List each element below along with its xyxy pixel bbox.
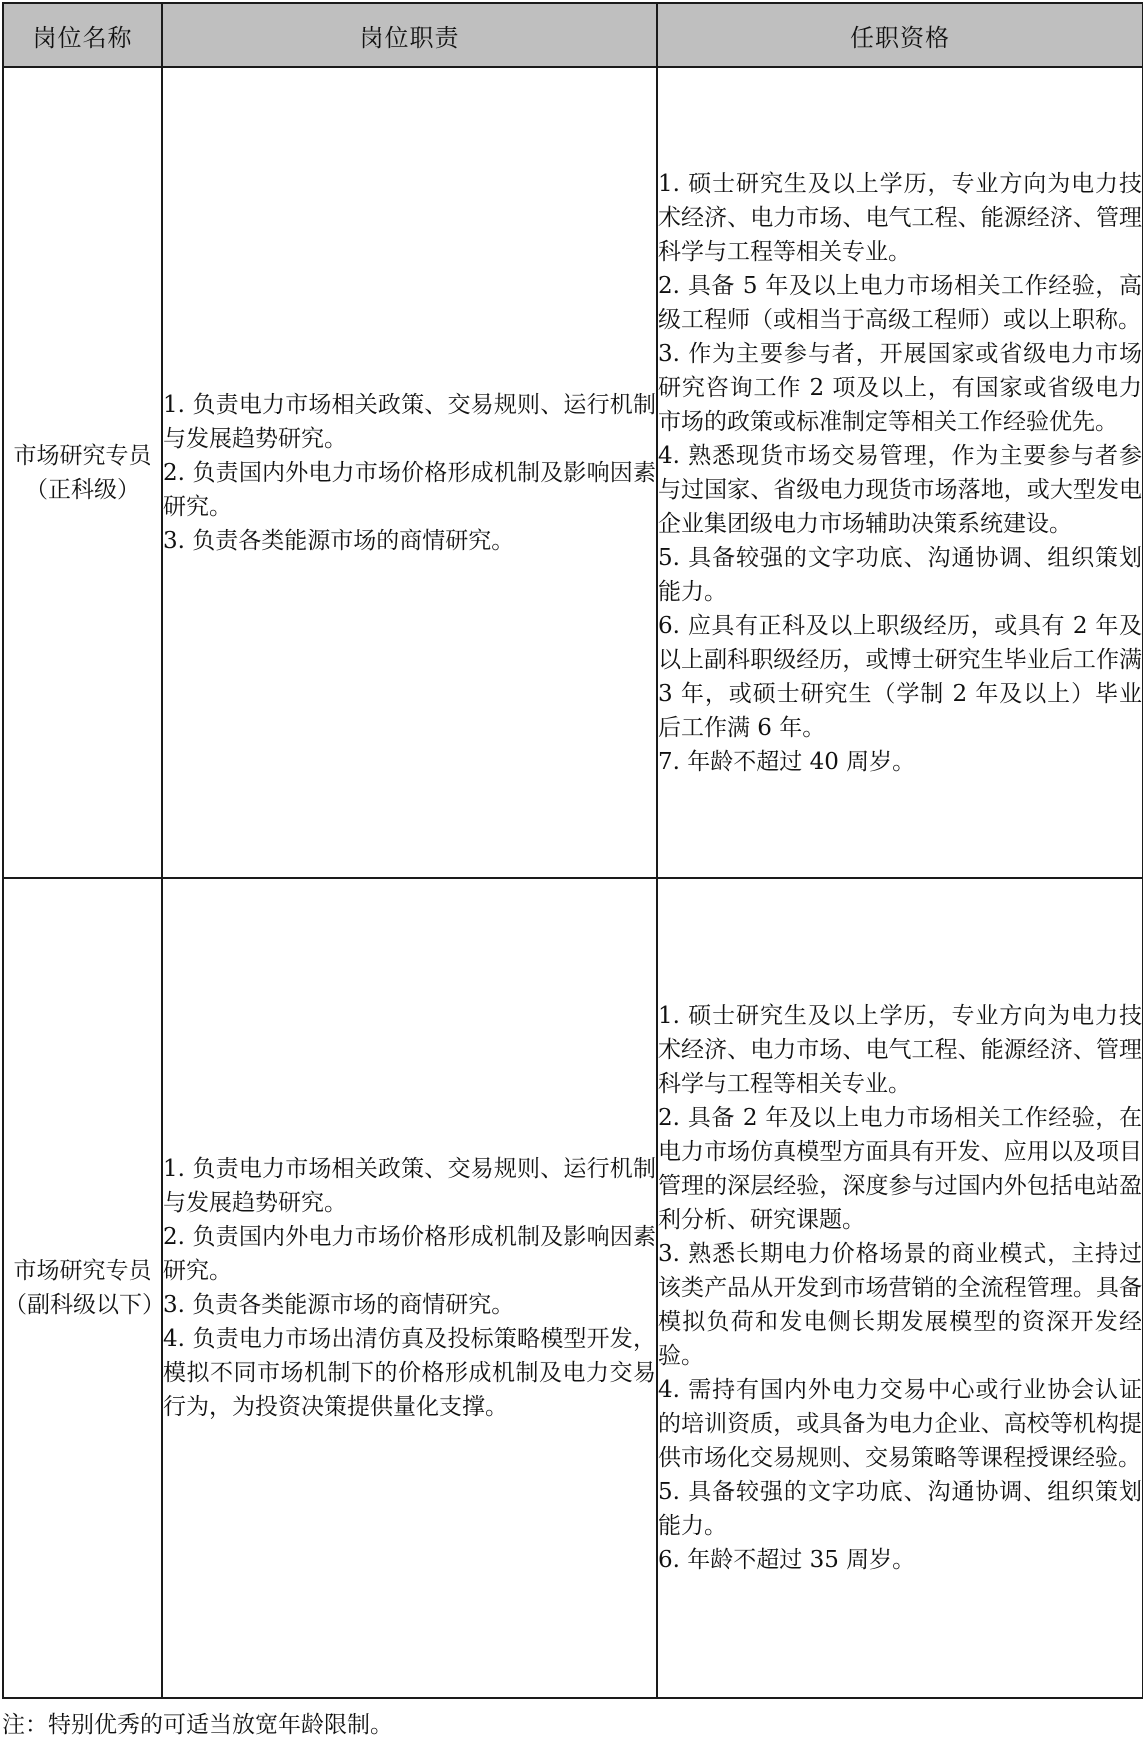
qualification-item: 5. 具备较强的文字功底、沟通协调、组织策划能力。 (658, 544, 1142, 605)
header-position-name: 岗位名称 (3, 3, 162, 67)
qualification-item: 1. 硕士研究生及以上学历，专业方向为电力技术经济、电力市场、电气工程、能源经济、管理科学与工程等相关专业。 (658, 1003, 1142, 1097)
table-row (3, 67, 1143, 878)
qualification-item: 4. 需持有国内外电力交易中心或行业协会认证的培训资质，或具备为电力企业、高校等机构提供市场化交易规则、交易策略等课程授课经验。 (658, 1377, 1142, 1471)
qualification-item: 2. 具备 5 年及以上电力市场相关工作经验，高级工程师（或相当于高级工程师）或以上职称。 (658, 272, 1142, 333)
qualification-item: 3. 作为主要参与者，开展国家或省级电力市场研究咨询工作 2 项及以上，有国家或省级电力市场的政策或标准制定等相关工作经验优先。 (658, 340, 1142, 435)
table-row (3, 878, 1143, 1698)
qualification-item: 4. 熟悉现货市场交易管理，作为主要参与者参与过国家、省级电力现货市场落地，或大型发电企业集团级电力市场辅助决策系统建设。 (658, 442, 1142, 537)
duty-item: 3. 负责各类能源市场的商情研究。 (163, 1292, 515, 1318)
qualifications-cell (657, 878, 1143, 1698)
position-name-cell: 市场研究专员（副科级以下） (3, 878, 162, 1698)
duty-item: 4. 负责电力市场出清仿真及投标策略模型开发，模拟不同市场机制下的价格形成机制及电力交易行为，为投资决策提供量化支撑。 (163, 1326, 656, 1420)
qualification-item: 6. 应具有正科及以上职级经历，或具有 2 年及以上副科职级经历，或博士研究生毕业后工作满 3 年，或硕士研究生（学制 2 年及以上）毕业后工作满 6 年。 (658, 612, 1142, 741)
table-header-row (3, 3, 1143, 67)
duty-item: 2. 负责国内外电力市场价格形成机制及影响因素研究。 (163, 459, 656, 520)
qualification-item: 2. 具备 2 年及以上电力市场相关工作经验，在电力市场仿真模型方面具有开发、应用以及项目管理的深层经验，深度参与过国内外包括电站盈利分析、研究课题。 (658, 1105, 1142, 1233)
duties-cell (162, 67, 657, 878)
duty-item: 3. 负责各类能源市场的商情研究。 (163, 527, 515, 554)
qualification-item: 5. 具备较强的文字功底、沟通协调、组织策划能力。 (658, 1479, 1142, 1539)
duty-item: 2. 负责国内外电力市场价格形成机制及影响因素研究。 (163, 1224, 656, 1284)
duties-cell (162, 878, 657, 1698)
qualification-item: 1. 硕士研究生及以上学历，专业方向为电力技术经济、电力市场、电气工程、能源经济、管理科学与工程等相关专业。 (658, 170, 1142, 265)
header-duties: 岗位职责 (162, 3, 657, 67)
qualification-item: 7. 年龄不超过 40 周岁。 (658, 748, 916, 775)
header-qualifications: 任职资格 (657, 3, 1143, 67)
qualifications-cell (657, 67, 1143, 878)
position-name-cell: 市场研究专员（正科级） (3, 67, 162, 878)
qualification-item: 6. 年龄不超过 35 周岁。 (658, 1547, 916, 1573)
footnote: 注：特别优秀的可适当放宽年龄限制。 (2, 1712, 393, 1738)
job-requirements-table (2, 2, 1143, 1699)
qualification-item: 3. 熟悉长期电力价格场景的商业模式，主持过该类产品从开发到市场营销的全流程管理。具备模拟负荷和发电侧长期发展模型的资深开发经验。 (658, 1241, 1142, 1369)
duty-item: 1. 负责电力市场相关政策、交易规则、运行机制与发展趋势研究。 (163, 391, 656, 452)
duty-item: 1. 负责电力市场相关政策、交易规则、运行机制与发展趋势研究。 (163, 1156, 656, 1216)
